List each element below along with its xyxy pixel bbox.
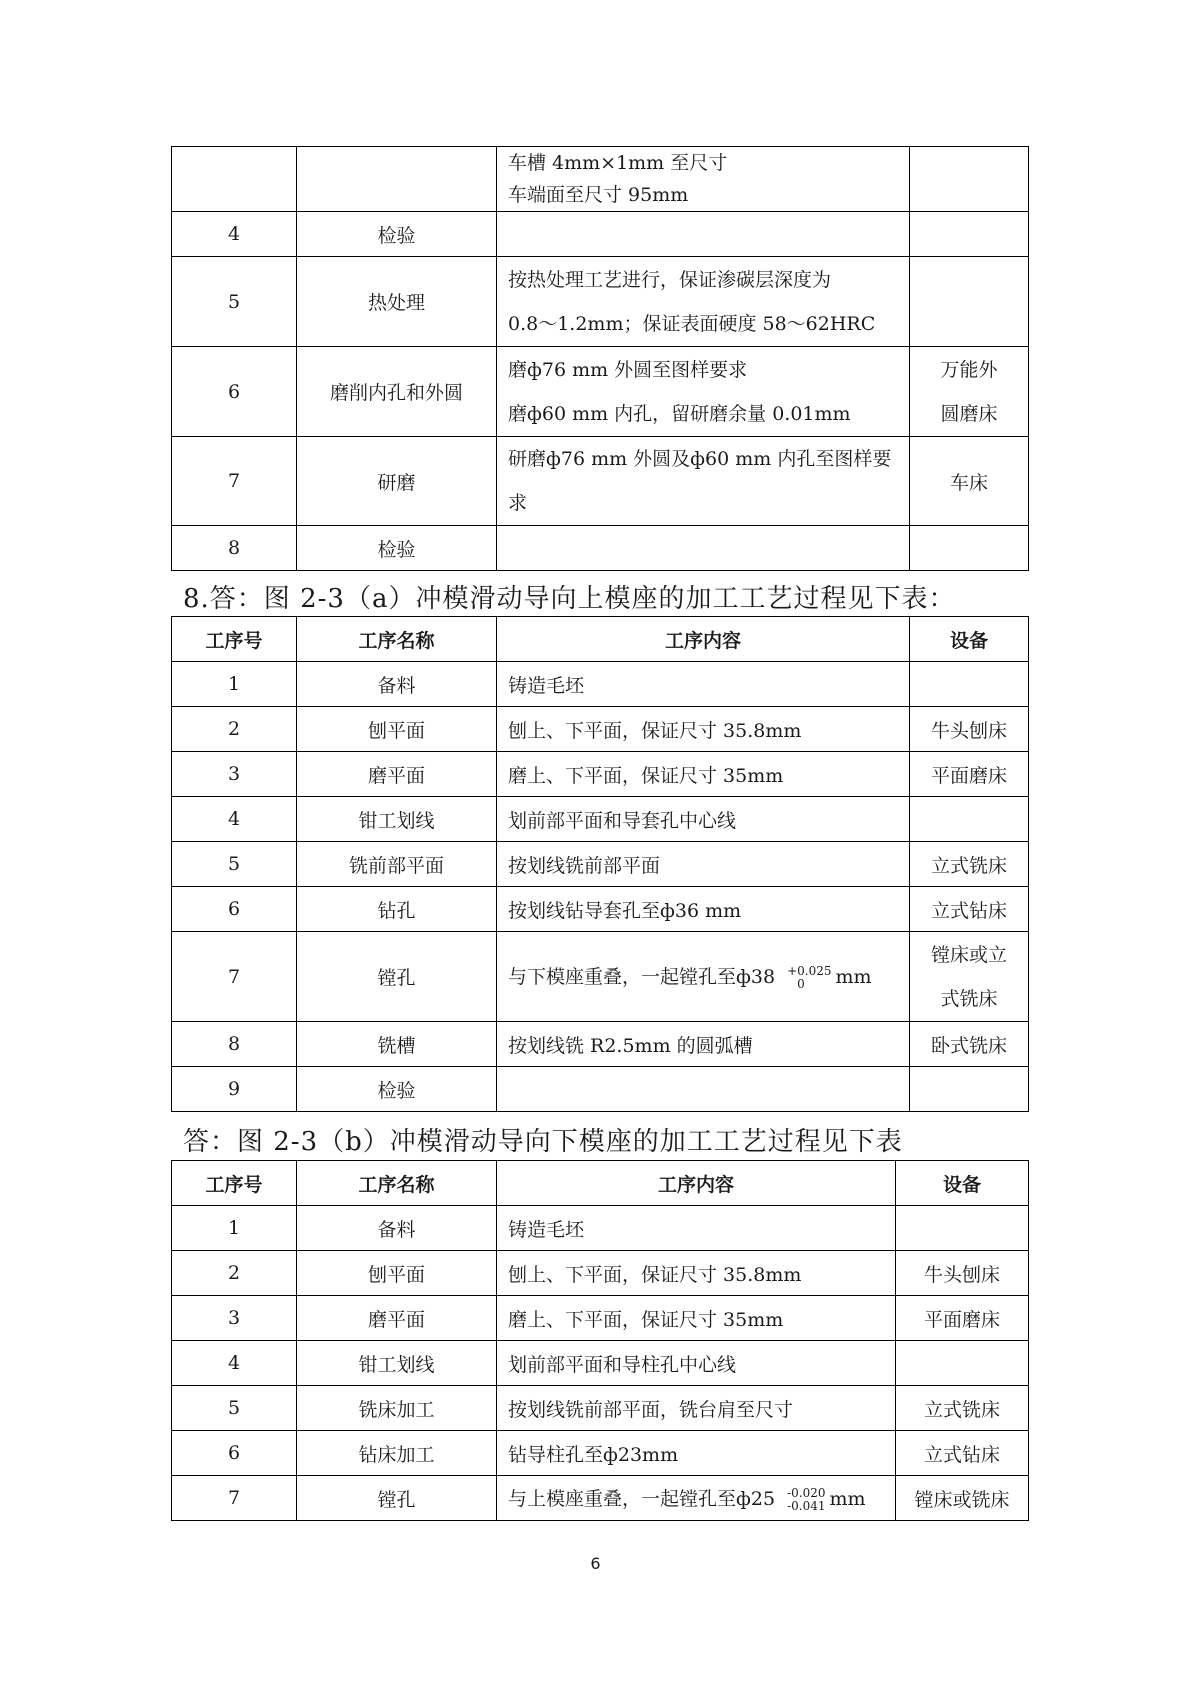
step-name: 铣床加工	[297, 1386, 497, 1431]
step-equipment: 镗床或铣床	[896, 1476, 1029, 1521]
step-content: 划前部平面和导套孔中心线	[497, 797, 910, 842]
step-equipment: 立式钻床	[910, 887, 1029, 932]
equipment-line: 镗床或立	[930, 943, 1007, 966]
step-content: 按划线铣前部平面，铣台肩至尺寸	[497, 1386, 896, 1431]
step-equipment	[910, 662, 1029, 707]
step-content	[497, 1067, 910, 1112]
step-number: 2	[172, 1251, 297, 1296]
step-content: 铸造毛坯	[497, 1206, 896, 1251]
step-number: 7	[172, 437, 297, 526]
table-row	[172, 887, 1029, 932]
step-name: 钻床加工	[297, 1431, 497, 1476]
step-number	[172, 147, 297, 212]
step-name: 磨平面	[297, 752, 497, 797]
step-equipment	[896, 1341, 1029, 1386]
process-table-a	[171, 616, 1029, 1112]
equipment-line: 万能外	[940, 358, 998, 381]
step-number: 4	[172, 212, 297, 257]
tolerance	[787, 965, 831, 991]
content-text: 与上模座重叠，一起镗孔至ф25	[508, 1487, 776, 1510]
content-line: 求	[508, 492, 528, 514]
column-header-step-name: 工序名称	[297, 1161, 497, 1206]
step-number: 5	[172, 1386, 297, 1431]
section-heading-b: 答：图 2-3（b）冲模滑动导向下模座的加工工艺过程见下表	[183, 1127, 903, 1157]
content-unit: mm	[829, 1487, 866, 1510]
step-number: 1	[172, 662, 297, 707]
equipment-line: 圆磨床	[940, 402, 998, 425]
step-name: 镗孔	[297, 932, 497, 1022]
step-number: 2	[172, 707, 297, 752]
step-content: 磨上、下平面，保证尺寸 35mm	[497, 752, 910, 797]
step-content	[497, 526, 910, 571]
step-equipment	[910, 147, 1029, 212]
table-row	[172, 1476, 1029, 1521]
table-row	[172, 1251, 1029, 1296]
step-name: 镗孔	[297, 1476, 497, 1521]
step-number: 6	[172, 887, 297, 932]
step-equipment: 平面磨床	[910, 752, 1029, 797]
step-name	[297, 147, 497, 212]
step-equipment: 立式铣床	[896, 1386, 1029, 1431]
section-heading-a: 8.答：图 2-3（a）冲模滑动导向上模座的加工工艺过程见下表：	[183, 584, 956, 614]
step-number: 7	[172, 932, 297, 1022]
step-content: 铸造毛坯	[497, 662, 910, 707]
table-row	[172, 1022, 1029, 1067]
step-number: 6	[172, 347, 297, 437]
content-line: 车槽 4mm×1mm 至尺寸	[508, 152, 728, 174]
step-equipment	[910, 797, 1029, 842]
content-text: 与下模座重叠，一起镗孔至ф38	[508, 966, 776, 988]
table-row	[172, 932, 1029, 1022]
step-name: 磨削内孔和外圆	[297, 347, 497, 437]
step-name: 刨平面	[297, 1251, 497, 1296]
column-header-equipment: 设备	[896, 1161, 1029, 1206]
equipment-line: 式铣床	[940, 987, 998, 1010]
step-number: 4	[172, 1341, 297, 1386]
table-header-row	[172, 617, 1029, 662]
process-table-continued	[171, 146, 1029, 571]
step-content: 按划线铣 R2.5mm 的圆弧槽	[497, 1022, 910, 1067]
content-line: 车端面至尺寸 95mm	[508, 184, 689, 206]
column-header-content: 工序内容	[497, 617, 910, 662]
step-name: 检验	[297, 212, 497, 257]
step-equipment: 牛头刨床	[910, 707, 1029, 752]
table-row	[172, 1296, 1029, 1341]
tolerance-upper: -0.020	[787, 1485, 826, 1500]
step-content	[497, 147, 910, 212]
step-equipment	[910, 1067, 1029, 1112]
content-line: 按热处理工艺进行，保证渗碳层深度为	[508, 268, 832, 291]
step-name: 热处理	[297, 257, 497, 347]
table-row	[172, 257, 1029, 347]
content-line: 磨ф76 mm 外圆至图样要求	[508, 358, 748, 381]
step-number: 3	[172, 752, 297, 797]
step-equipment	[896, 1206, 1029, 1251]
table-row	[172, 842, 1029, 887]
step-content: 刨上、下平面，保证尺寸 35.8mm	[497, 1251, 896, 1296]
column-header-step-no: 工序号	[172, 617, 297, 662]
table-row	[172, 1341, 1029, 1386]
step-name: 铣槽	[297, 1022, 497, 1067]
step-name: 检验	[297, 1067, 497, 1112]
step-content: 按划线钻导套孔至ф36 mm	[497, 887, 910, 932]
step-name: 钻孔	[297, 887, 497, 932]
step-name: 钳工划线	[297, 797, 497, 842]
step-content	[497, 212, 910, 257]
page-number: 6	[590, 1554, 601, 1573]
step-name: 钳工划线	[297, 1341, 497, 1386]
step-name: 备料	[297, 662, 497, 707]
step-number: 1	[172, 1206, 297, 1251]
table-row	[172, 1431, 1029, 1476]
table-row	[172, 1067, 1029, 1112]
step-number: 4	[172, 797, 297, 842]
table-row	[172, 1386, 1029, 1431]
table-row	[172, 707, 1029, 752]
step-number: 8	[172, 526, 297, 571]
step-equipment: 立式铣床	[910, 842, 1029, 887]
step-number: 5	[172, 257, 297, 347]
step-equipment: 车床	[910, 437, 1029, 526]
step-equipment	[910, 212, 1029, 257]
step-number: 5	[172, 842, 297, 887]
step-equipment: 平面磨床	[896, 1296, 1029, 1341]
table-row	[172, 147, 1029, 212]
step-content	[497, 347, 910, 437]
step-content: 钻导柱孔至ф23mm	[497, 1431, 896, 1476]
table-row	[172, 526, 1029, 571]
table-row	[172, 212, 1029, 257]
step-number: 9	[172, 1067, 297, 1112]
step-equipment: 卧式铣床	[910, 1022, 1029, 1067]
step-name: 铣前部平面	[297, 842, 497, 887]
step-name: 备料	[297, 1206, 497, 1251]
table-row	[172, 347, 1029, 437]
step-content	[497, 1476, 896, 1521]
column-header-step-name: 工序名称	[297, 617, 497, 662]
tolerance-lower: 0	[797, 977, 805, 991]
table-row	[172, 1206, 1029, 1251]
content-line: 磨ф60 mm 内孔，留研磨余量 0.01mm	[508, 402, 851, 425]
step-content: 划前部平面和导柱孔中心线	[497, 1341, 896, 1386]
table-row	[172, 752, 1029, 797]
step-equipment	[910, 932, 1029, 1022]
step-number: 3	[172, 1296, 297, 1341]
step-number: 6	[172, 1431, 297, 1476]
column-header-equipment: 设备	[910, 617, 1029, 662]
table-row	[172, 797, 1029, 842]
step-equipment	[910, 347, 1029, 437]
step-equipment	[910, 526, 1029, 571]
step-name: 研磨	[297, 437, 497, 526]
content-line: 0.8～1.2mm；保证表面硬度 58～62HRC	[508, 312, 876, 335]
step-name: 刨平面	[297, 707, 497, 752]
tolerance	[787, 1487, 825, 1513]
step-equipment	[910, 257, 1029, 347]
table-row	[172, 662, 1029, 707]
step-equipment: 牛头刨床	[896, 1251, 1029, 1296]
step-equipment: 立式钻床	[896, 1431, 1029, 1476]
step-content	[497, 437, 910, 526]
step-content	[497, 932, 910, 1022]
step-content: 刨上、下平面，保证尺寸 35.8mm	[497, 707, 910, 752]
step-number: 7	[172, 1476, 297, 1521]
table-header-row	[172, 1161, 1029, 1206]
column-header-step-no: 工序号	[172, 1161, 297, 1206]
tolerance-upper: +0.025	[787, 964, 832, 978]
step-content: 磨上、下平面，保证尺寸 35mm	[497, 1296, 896, 1341]
process-table-b	[171, 1160, 1029, 1521]
content-line: 研磨ф76 mm 外圆及ф60 mm 内孔至图样要	[508, 448, 892, 470]
step-number: 8	[172, 1022, 297, 1067]
tolerance-lower: -0.041	[787, 1498, 826, 1513]
content-unit: mm	[835, 966, 872, 988]
step-name: 检验	[297, 526, 497, 571]
step-content: 按划线铣前部平面	[497, 842, 910, 887]
step-name: 磨平面	[297, 1296, 497, 1341]
table-row	[172, 437, 1029, 526]
step-content	[497, 257, 910, 347]
column-header-content: 工序内容	[497, 1161, 896, 1206]
